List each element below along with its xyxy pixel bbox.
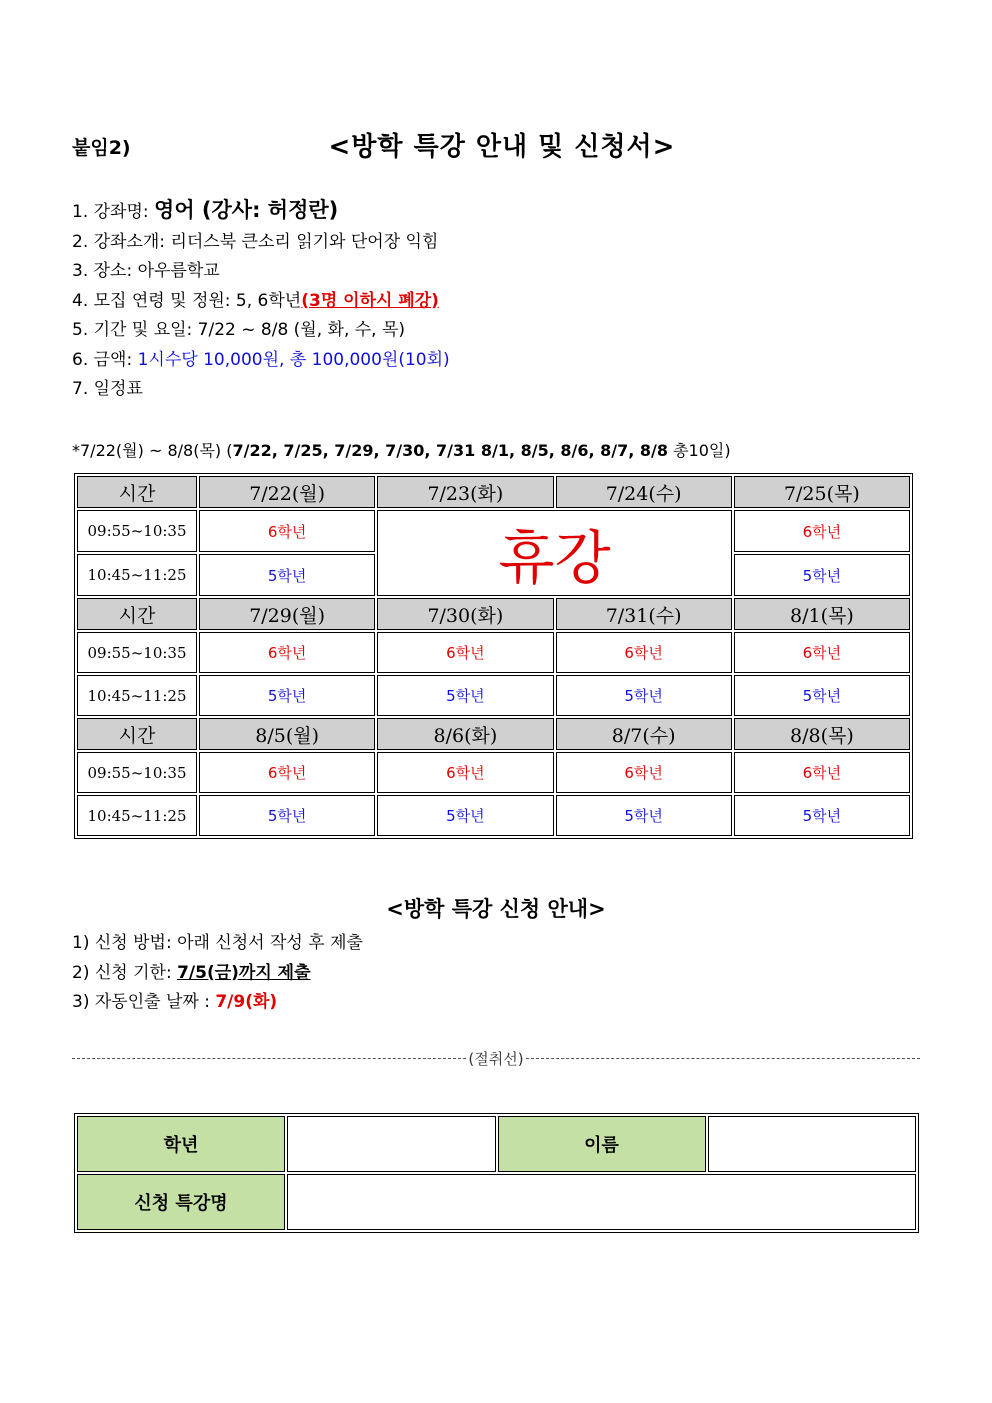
schedule-header-row [77,476,910,508]
info-price [72,346,450,376]
range-suffix: 총10일) [667,441,731,460]
grade-cell: 6학년 [556,632,732,673]
schedule-header-row [77,718,910,750]
time-header: 시간 [77,598,197,630]
price-label: 6. 금액: [72,349,138,370]
info-schedule-heading: 7. 일정표 [72,379,143,399]
grade-cell: 6학년 [377,632,553,673]
withdrawal-date: 7/9(화) [215,992,278,1012]
grade-cell: 5학년 [377,795,553,836]
time-header: 시간 [77,476,197,508]
recruit-cancel-note: (3명 이하시 폐강) [301,290,439,311]
application-deadline [72,959,363,989]
date-header: 8/1(목) [734,598,910,630]
time-slot: 10:45~11:25 [77,795,197,836]
range-dates: 7/22, 7/25, 7/29, 7/30, 7/31 8/1, 8/5, 8/6, 8/7, 8/8 [232,441,668,460]
time-slot: 09:55~10:35 [77,752,197,793]
grade-cell: 6학년 [734,752,910,793]
grade-cell: 5학년 [199,554,375,596]
schedule-row [77,632,910,673]
date-header: 7/25(목) [734,476,910,508]
grade-cell: 6학년 [199,510,375,552]
grade-cell: 6학년 [734,510,910,552]
form-row [77,1116,916,1172]
schedule-row [77,510,910,552]
recruit-label: 4. 모집 연령 및 정원: 5, 6학년 [72,290,302,311]
date-header: 7/29(월) [199,598,375,630]
info-period: 5. 기간 및 요일: 7/22 ~ 8/8 (월, 화, 수, 목) [72,320,406,340]
cut-line-dash-right [526,1058,920,1059]
grade-cell: 5학년 [734,675,910,716]
name-field[interactable] [708,1116,917,1172]
time-slot: 09:55~10:35 [77,632,197,673]
deadline-label: 2) 신청 기한: [72,962,178,983]
date-header: 7/24(수) [556,476,732,508]
page-title: <방학 특강 안내 및 신청서> [328,132,676,162]
date-header: 7/30(화) [377,598,553,630]
grade-cell: 6학년 [377,752,553,793]
schedule-row [77,752,910,793]
range-prefix: *7/22(월) ~ 8/8(목) ( [72,441,233,460]
form-row [77,1174,916,1230]
grade-label: 학년 [77,1116,285,1172]
grade-cell: 5학년 [556,795,732,836]
date-header: 8/6(화) [377,718,553,750]
attachment-label: 붙임2) [72,137,131,159]
course-name-label: 1. 강좌명: [72,202,155,222]
grade-cell: 5학년 [734,554,910,596]
info-location: 3. 장소: 아우름학교 [72,261,220,281]
grade-field[interactable] [287,1116,496,1172]
schedule-row [77,795,910,836]
cut-line-dash-left [72,1058,466,1059]
info-course-intro: 2. 강좌소개: 리더스북 큰소리 읽기와 단어장 익힘 [72,231,439,252]
date-header: 7/23(화) [377,476,553,508]
course-field[interactable] [287,1174,916,1230]
time-slot: 10:45~11:25 [77,675,197,716]
deadline-value: 7/5(금)까지 제출 [177,962,311,983]
cut-line [72,1048,920,1069]
grade-cell: 5학년 [734,795,910,836]
holiday-cell: 휴강 [377,510,732,596]
grade-cell: 5학년 [199,675,375,716]
application-title: <방학 특강 신청 안내> [386,897,606,921]
date-header: 8/7(수) [556,718,732,750]
schedule-table [74,473,913,839]
price-value: 1시수당 10,000원, 총 100,000원(10회) [137,349,450,370]
grade-cell: 6학년 [199,752,375,793]
auto-withdrawal [72,988,363,1018]
date-header: 7/22(월) [199,476,375,508]
course-info-list [72,196,450,405]
course-label: 신청 특강명 [77,1174,285,1230]
date-header: 8/8(목) [734,718,910,750]
application-info-list [72,929,363,1018]
schedule-date-range [72,438,731,461]
cut-line-label: (절취선) [468,1050,524,1068]
grade-cell: 6학년 [734,632,910,673]
date-header: 7/31(수) [556,598,732,630]
time-header: 시간 [77,718,197,750]
time-slot: 09:55~10:35 [77,510,197,552]
schedule-row [77,675,910,716]
grade-cell: 5학년 [199,795,375,836]
date-header: 8/5(월) [199,718,375,750]
grade-cell: 6학년 [556,752,732,793]
grade-cell: 6학년 [199,632,375,673]
time-slot: 10:45~11:25 [77,554,197,596]
application-form [74,1113,919,1233]
info-course-name [72,196,450,228]
grade-cell: 5학년 [556,675,732,716]
schedule-header-row [77,598,910,630]
course-name-value: 영어 (강사: 허정란) [154,198,339,222]
withdrawal-label: 3) 자동인출 날짜 : [72,992,216,1012]
application-method: 1) 신청 방법: 아래 신청서 작성 후 제출 [72,933,363,953]
info-recruit [72,287,450,317]
name-label: 이름 [498,1116,706,1172]
grade-cell: 5학년 [377,675,553,716]
